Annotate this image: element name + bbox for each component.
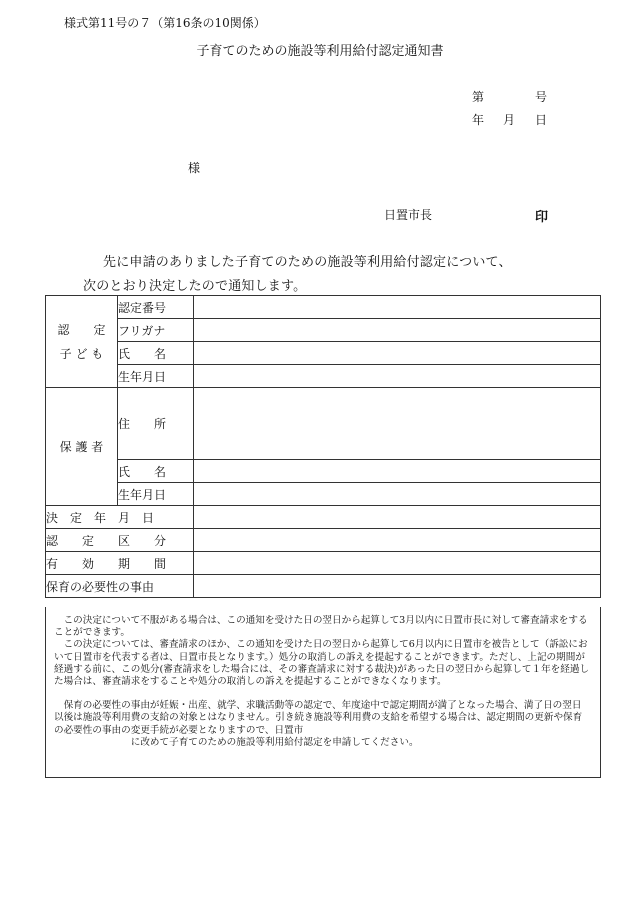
addressee-suffix: 様 [188,161,201,175]
row-label: フリガナ [118,319,194,342]
child-name-field[interactable] [194,342,601,365]
decision-date-field[interactable] [194,506,601,529]
row-label: 住 所 [118,388,194,460]
form-id: 様式第11号の７（第16条の10関係） [64,16,266,30]
category-label: 認 定 区 分 [46,529,194,552]
note-appeal: この決定について不服がある場合は、この通知を受けた日の翌日から起算して3月以内に日置市長に対して審査請求をすることができます。 [54,615,588,639]
intro-line-2: 次のとおり決定したので通知します。 [83,279,307,294]
cert-number-field[interactable] [194,296,601,319]
guardian-name-field[interactable] [194,460,601,483]
row-label: 生年月日 [118,483,194,506]
note-lawsuit: この決定については、審査請求のほか、この通知を受けた日の翌日から起算して6月以内に日置市を被告として（訴訟において日置市を代表する者は、日置市長となります。）処分の取消しの訴えを提起することができます。ただし、上記の期間が経過する前に、この処分(審査請求をした場合には、その審査請求に対する裁決)があった日の翌日から起算して１年を経過した場合は、審査請求をすることや処分の取消しの訴えを提起することができなくなります。 [54,639,590,688]
row-label: 氏 名 [118,342,194,365]
intro-line-1: 先に申請のありました子育てのための施設等利用給付認定について、 [103,255,512,270]
row-label: 氏 名 [118,460,194,483]
row-label: 認定番号 [118,296,194,319]
issuer: 日置市長 [384,208,433,222]
note-expiry: 保育の必要性の事由が妊娠・出産、就学、求職活動等の認定で、年度途中で認定期間が満了となった場合、満了日の翌日以後は施設等利用費の支給の対象とはなりません。引き続き施設等利用費の支給を希望する場合は、認定期間の更新や保育の必要性の事由の変更手続が必要となりますので、日置市 に改めて子育てのための施設等利用給付認定を申請してください。 [54,700,583,748]
period-label: 有 効 期 間 [46,552,194,575]
notes-box [45,607,601,778]
document-title: 子育てのための施設等利用給付認定通知書 [196,44,444,59]
date-day: 日 [535,113,548,127]
reason-field[interactable] [194,575,601,598]
date-month: 月 [503,113,516,127]
row-label: 生年月日 [118,365,194,388]
reason-label: 保育の必要性の事由 [46,575,194,598]
decision-date-label: 決 定 年 月 日 [46,506,194,529]
guardian-group-label: 保 護 者 [46,388,118,506]
guardian-address-field[interactable] [194,388,601,460]
certification-table [45,295,601,598]
category-field[interactable] [194,529,601,552]
child-group-label: 認 定 子 ど も [46,296,118,388]
number-label: 第 [472,90,485,104]
period-field[interactable] [194,552,601,575]
child-birthdate-field[interactable] [194,365,601,388]
child-furigana-field[interactable] [194,319,601,342]
seal-mark: 印 [535,210,549,225]
number-suffix: 号 [535,90,548,104]
guardian-birthdate-field[interactable] [194,483,601,506]
date-year: 年 [472,113,485,127]
